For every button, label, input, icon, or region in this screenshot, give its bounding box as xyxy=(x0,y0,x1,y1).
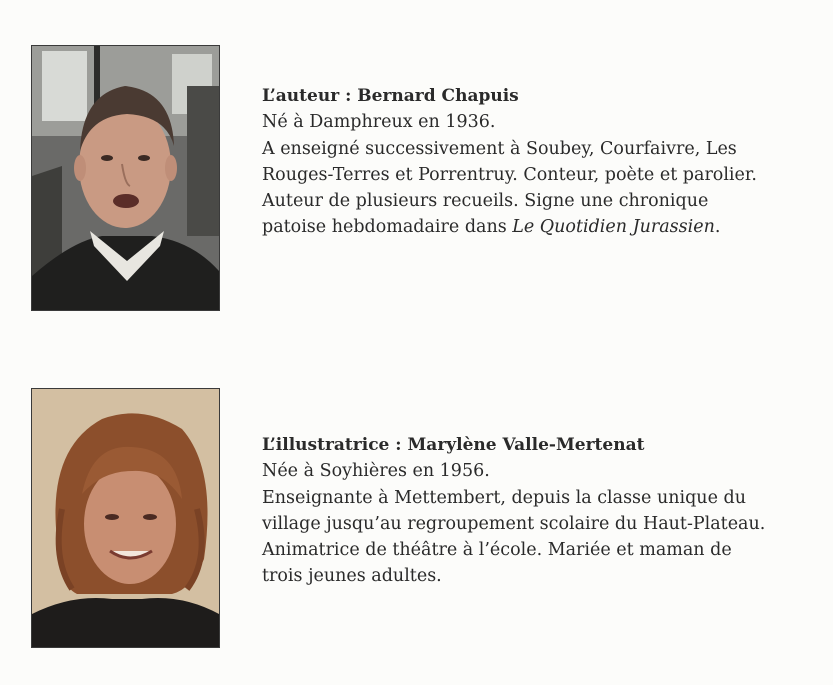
illustrator-bio-line: Enseignante à Mettembert, depuis la classe unique du xyxy=(262,487,746,508)
author-bio-line: Né à Damphreux en 1936. xyxy=(262,112,496,133)
illustrator-bio-line: trois jeunes adultes. xyxy=(262,566,442,587)
illustrator-role: L’illustratrice : xyxy=(262,435,402,455)
illustrator-bio-line: Animatrice de théâtre à l’école. Mariée et maman de xyxy=(262,540,732,561)
author-bio-last-suffix: . xyxy=(714,217,721,238)
illustrator-heading xyxy=(262,432,802,458)
author-bio-line: Rouges-Terres et Porrentruy. Conteur, poète et parolier. xyxy=(262,164,757,185)
illustrator-bio-line: Née à Soyhières en 1956. xyxy=(262,461,490,482)
illustrator-bio xyxy=(262,432,802,590)
illustrator-bio-line: village jusqu’au regroupement scolaire du Haut-Plateau. xyxy=(262,513,766,534)
author-role: L’auteur : xyxy=(262,86,352,106)
author-bio-line: A enseigné successivement à Soubey, Courfaivre, Les xyxy=(262,138,737,159)
author-bio-last-prefix: patoise hebdomadaire dans xyxy=(262,217,513,238)
author-name: Bernard Chapuis xyxy=(357,86,519,106)
author-bio-line: Auteur de plusieurs recueils. Signe une chronique xyxy=(262,191,709,212)
author-heading xyxy=(262,83,802,109)
author-bio xyxy=(262,83,802,241)
author-photo xyxy=(31,45,220,311)
illustrator-photo xyxy=(31,388,220,648)
author-bio-last-line xyxy=(262,214,802,240)
illustrator-name: Marylène Valle-Mertenat xyxy=(407,435,645,455)
newspaper-title: Le Quotidien Jurassien xyxy=(512,217,715,238)
